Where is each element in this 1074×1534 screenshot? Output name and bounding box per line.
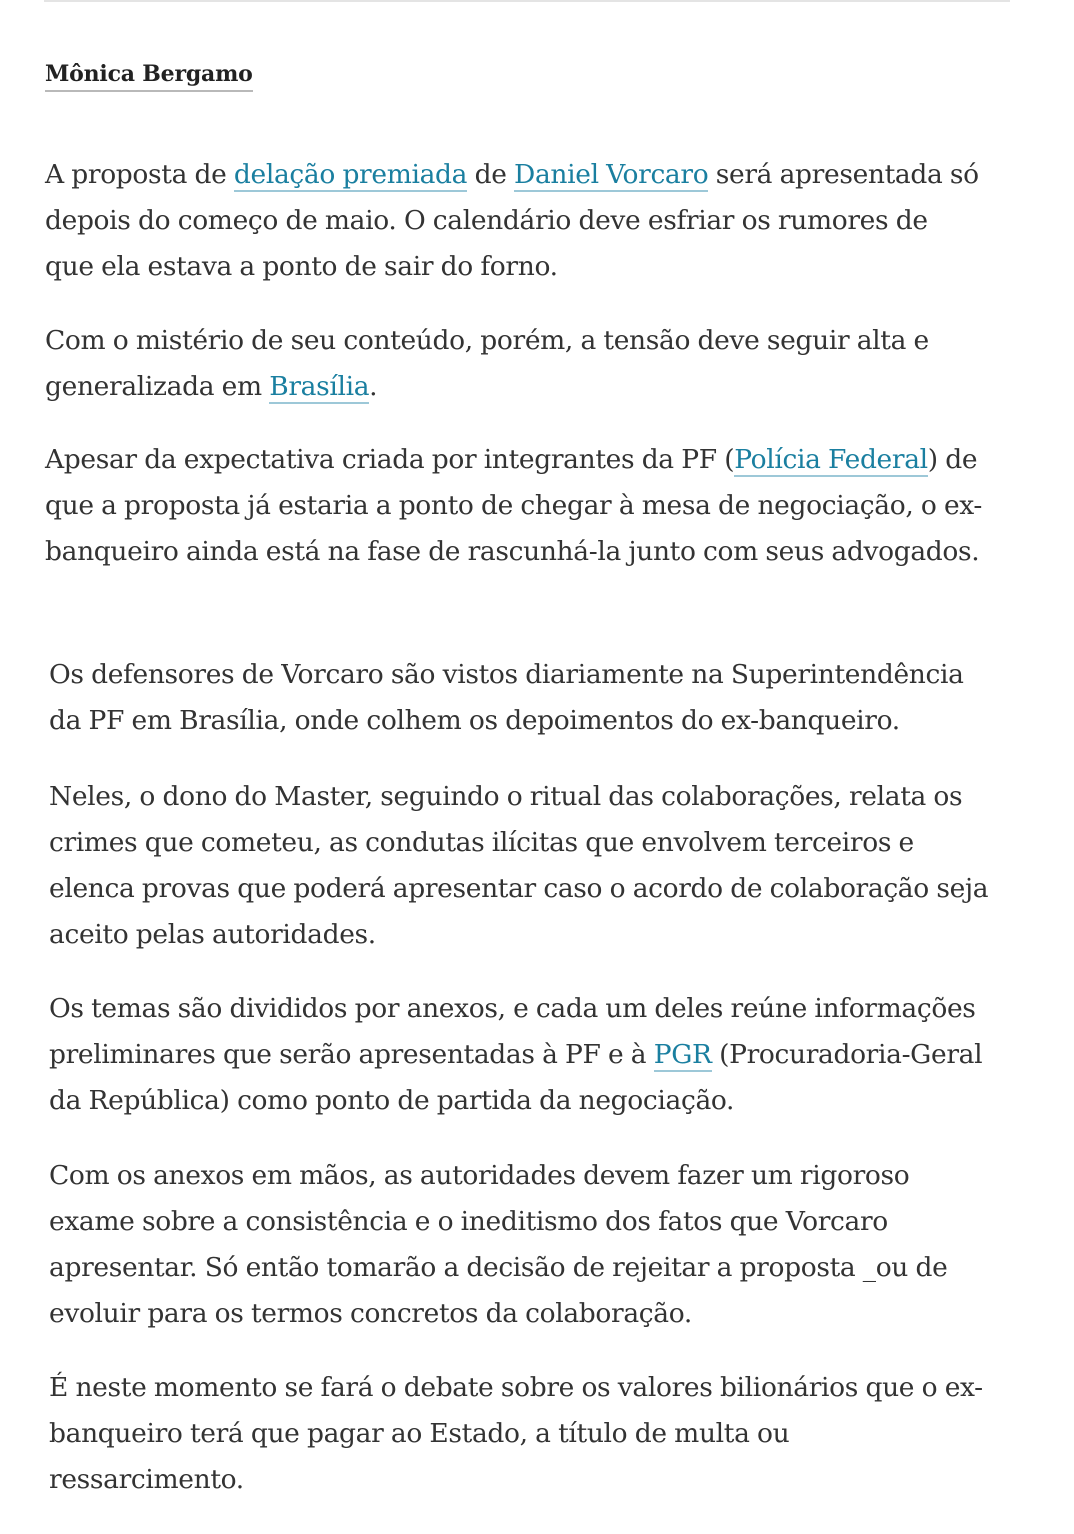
- text-segment: Apesar da expectativa criada por integrantes da PF (: [45, 444, 735, 475]
- text-segment: será apresentada só: [708, 159, 979, 190]
- text-segment: Com o mistério de seu conteúdo, porém, a tensão deve seguir alta e: [45, 325, 929, 356]
- text-line: [49, 1153, 947, 1199]
- text-line: [49, 866, 988, 912]
- text-segment: É neste momento se fará o debate sobre os valores bilionários que o ex-: [49, 1372, 983, 1403]
- text-line: [45, 483, 982, 529]
- text-segment: que ela estava a ponto de sair do forno.: [45, 251, 558, 282]
- text-line: [49, 1032, 982, 1078]
- text-line: [49, 698, 964, 744]
- top-divider: [44, 0, 1010, 2]
- text-segment: apresentar. Só então tomarão a decisão de rejeitar a proposta _ou de: [49, 1252, 948, 1283]
- paragraph: [45, 152, 979, 290]
- text-line: [49, 820, 988, 866]
- text-line: [49, 986, 982, 1032]
- paragraph: [49, 774, 988, 958]
- text-segment: banqueiro ainda está na fase de rascunhá-la junto com seus advogados.: [45, 536, 980, 567]
- text-line: [45, 364, 929, 410]
- text-segment: da PF em Brasília, onde colhem os depoimentos do ex-banqueiro.: [49, 705, 900, 736]
- text-segment: Com os anexos em mãos, as autoridades devem fazer um rigoroso: [49, 1160, 910, 1191]
- text-line: [45, 244, 979, 290]
- text-line: [49, 652, 964, 698]
- text-line: [45, 529, 982, 575]
- text-segment: exame sobre a consistência e o ineditismo dos fatos que Vorcaro: [49, 1206, 888, 1237]
- paragraph: [49, 1365, 983, 1503]
- link-daniel-vorcaro[interactable]: Daniel Vorcaro: [514, 159, 709, 190]
- text-segment: banqueiro terá que pagar ao Estado, a título de multa ou: [49, 1418, 790, 1449]
- paragraph: [45, 318, 929, 410]
- text-line: [49, 1365, 983, 1411]
- text-segment: preliminares que serão apresentadas à PF e à: [49, 1039, 654, 1070]
- link-policia-federal[interactable]: Polícia Federal: [734, 444, 928, 475]
- text-segment: de: [467, 159, 515, 190]
- text-line: [49, 1411, 983, 1457]
- text-segment: ) de: [927, 444, 978, 475]
- text-segment: aceito pelas autoridades.: [49, 919, 376, 950]
- author-link[interactable]: Mônica Bergamo: [45, 58, 253, 92]
- text-segment: Os defensores de Vorcaro são vistos diariamente na Superintendência: [49, 659, 964, 690]
- text-line: [49, 1457, 983, 1503]
- paragraph: [49, 1153, 947, 1337]
- text-segment: Os temas são divididos por anexos, e cada um deles reúne informações: [49, 993, 976, 1024]
- text-segment: evoluir para os termos concretos da colaboração.: [49, 1298, 692, 1329]
- text-segment: A proposta de: [45, 159, 234, 190]
- paragraph: [49, 652, 964, 744]
- text-line: [49, 1245, 947, 1291]
- text-segment: generalizada em: [45, 371, 270, 402]
- text-segment: que a proposta já estaria a ponto de chegar à mesa de negociação, o ex-: [45, 490, 983, 521]
- link-delacao-premiada[interactable]: delação premiada: [233, 159, 468, 190]
- text-line: [49, 1199, 947, 1245]
- paragraph: [49, 986, 982, 1124]
- link-brasilia[interactable]: Brasília: [269, 371, 370, 402]
- text-segment: ressarcimento.: [49, 1464, 244, 1495]
- text-line: [49, 1291, 947, 1337]
- text-segment: .: [369, 371, 378, 402]
- text-line: [49, 912, 988, 958]
- text-line: [49, 1078, 982, 1124]
- text-segment: da República) como ponto de partida da negociação.: [49, 1085, 735, 1116]
- text-line: [45, 437, 982, 483]
- text-line: [45, 318, 929, 364]
- text-segment: Neles, o dono do Master, seguindo o ritual das colaborações, relata os: [49, 781, 963, 812]
- text-segment: crimes que cometeu, as condutas ilícitas que envolvem terceiros e: [49, 827, 914, 858]
- text-segment: depois do começo de maio. O calendário deve esfriar os rumores de: [45, 205, 928, 236]
- link-pgr[interactable]: PGR: [653, 1039, 712, 1070]
- text-segment: (Procuradoria-Geral: [711, 1039, 983, 1070]
- text-line: [49, 774, 988, 820]
- paragraph: [45, 437, 982, 575]
- text-segment: elenca provas que poderá apresentar caso o acordo de colaboração seja: [49, 873, 989, 904]
- text-line: [45, 152, 979, 198]
- text-line: [45, 198, 979, 244]
